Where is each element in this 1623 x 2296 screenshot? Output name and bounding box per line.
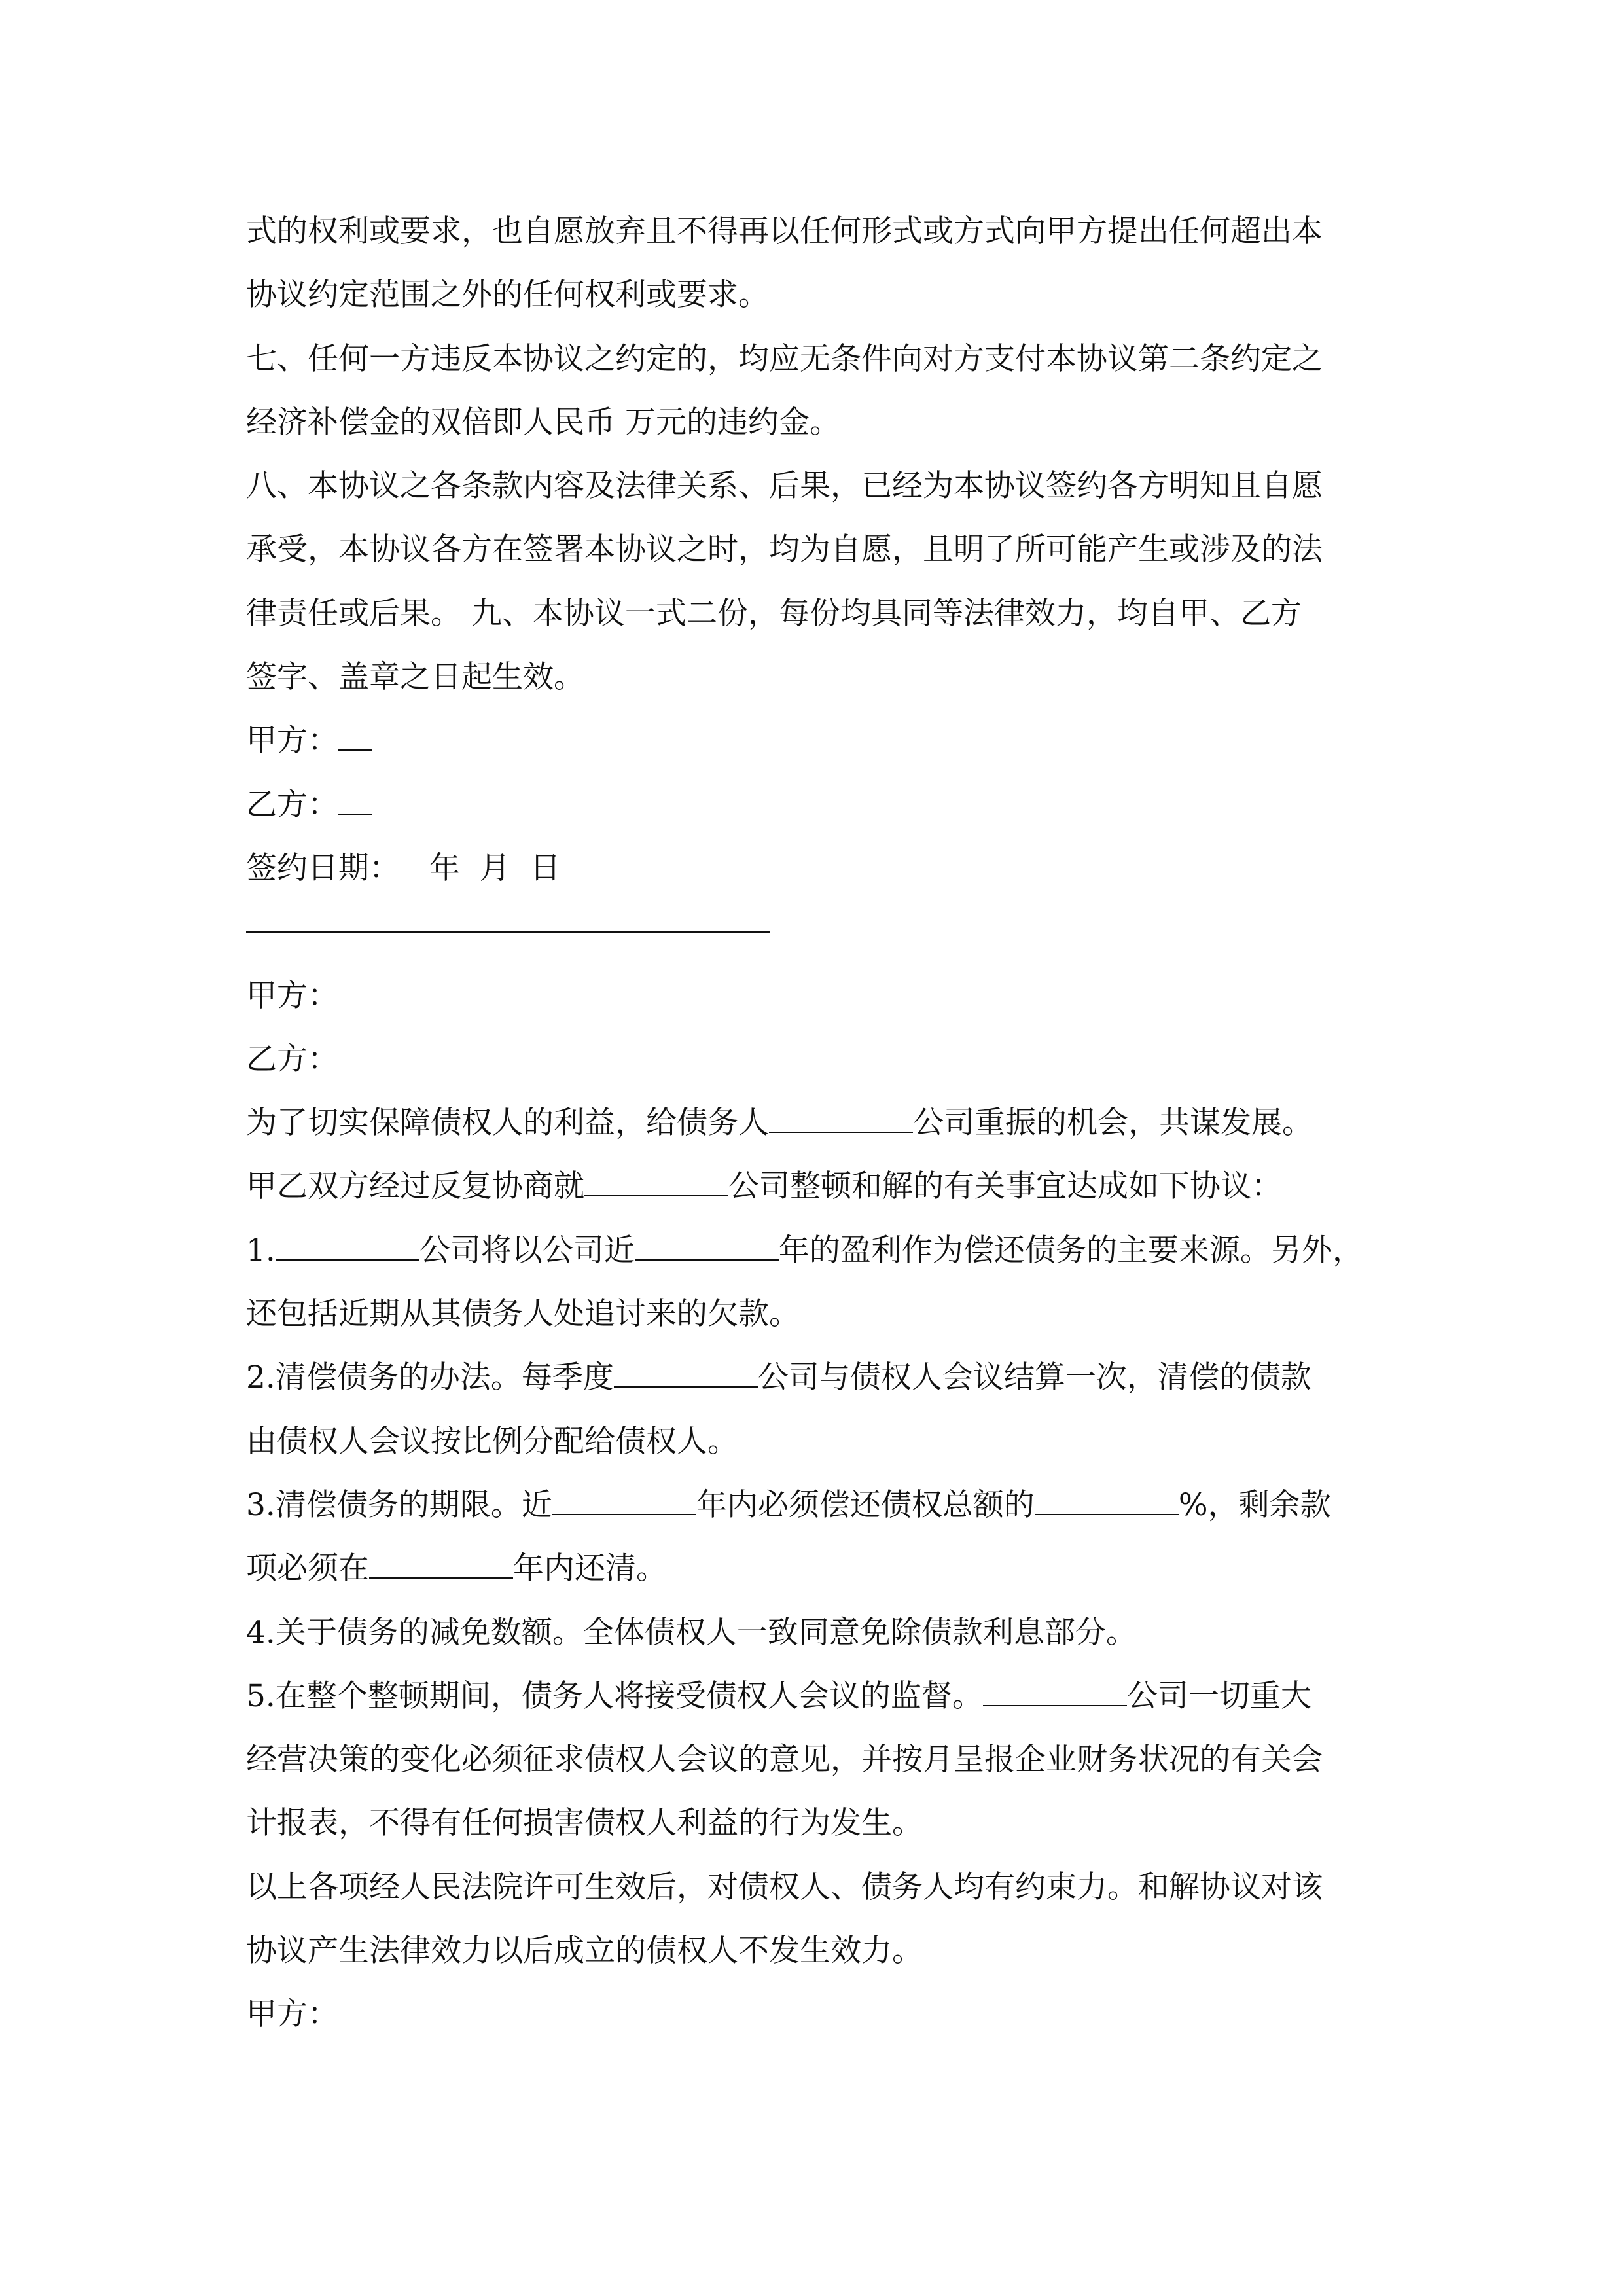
text-line: 承受，本协议各方在签署本协议之时，均为自愿，且明了所可能产生或涉及的法 — [246, 531, 1323, 568]
closing-line-2: 协议产生法律效力以后成立的债权人不发生效力。 — [246, 1933, 923, 1969]
divider-rule — [246, 931, 770, 933]
text-line: 式的权利或要求，也自愿放弃且不得再以任何形式或方式向甲方提出任何超出本 — [246, 213, 1323, 249]
item2-a: 2.清偿债务的办法。每季度 — [246, 1359, 614, 1396]
party-b-signature-line — [246, 773, 1378, 836]
intro-2b: 公司整顿和解的有关事宜达成如下协议： — [728, 1168, 1282, 1205]
text-line: 协议约定范围之外的任何权利或要求。 — [246, 277, 769, 314]
item3-d: 项必须在 — [246, 1551, 369, 1587]
item3-a: 3.清偿债务的期限。近 — [246, 1486, 552, 1523]
party-a-label: 甲方： — [246, 723, 338, 759]
company-blank — [769, 1100, 913, 1133]
section-divider — [246, 900, 1378, 963]
years-blank — [369, 1546, 513, 1579]
text-line: 八、本协议之各条款内容及法律关系、后果，已经为本协议签约各方明知且自愿 — [246, 468, 1323, 505]
item-2-line-2: 由债权人会议按比例分配给债权人。 — [246, 1423, 738, 1460]
text-line: 七、任何一方违反本协议之约定的，均应无条件向对方支付本协议第二条约定之 — [246, 340, 1323, 377]
percent-blank — [1035, 1482, 1179, 1515]
company-blank — [276, 1228, 419, 1261]
item3-b: 年内必须偿还债权总额的 — [696, 1486, 1035, 1523]
item-4: 4.关于债务的减免数额。全体债权人一致同意免除债款利息部分。 — [246, 1614, 1137, 1651]
item5-a: 5.在整个整顿期间，债务人将接受债权人会议的监督。 — [246, 1677, 983, 1714]
text-line: 律责任或后果。 九、本协议一式二份，每份均具同等法律效力，均自甲、乙方 — [246, 595, 1302, 632]
intro-2a: 甲乙双方经过反复协商就 — [246, 1168, 584, 1205]
years-blank — [635, 1228, 779, 1261]
company-blank — [614, 1355, 758, 1388]
party-a-signature-line — [246, 709, 1378, 772]
party-b-blank — [338, 782, 372, 815]
item-3-line-1 — [246, 1473, 1378, 1537]
intro-line-2 — [246, 1155, 1378, 1218]
party-b-label: 乙方： — [246, 786, 338, 823]
item3-e: 年内还清。 — [513, 1551, 667, 1587]
intro-1a: 为了切实保障债权人的利益，给债务人 — [246, 1105, 769, 1141]
party-a-blank — [338, 718, 372, 751]
text-line: 经济补偿金的双倍即人民币 万元的违约金。 — [246, 404, 840, 440]
item-3-line-2 — [246, 1537, 1378, 1600]
document-page — [246, 200, 1378, 2047]
final-party-a: 甲方： — [246, 1996, 338, 2033]
item3-c: %，剩余款 — [1178, 1486, 1331, 1523]
item-1-line-2: 还包括近期从其债务人处追讨来的欠款。 — [246, 1296, 800, 1333]
item5-b: 公司一切重大 — [1126, 1677, 1311, 1714]
item-5-line-2: 经营决策的变化必须征求债权人会议的意见，并按月呈报企业财务状况的有关会 — [246, 1742, 1323, 1778]
item2-b: 公司与债权人会议结算一次，清偿的债款 — [757, 1359, 1311, 1396]
company-blank — [584, 1164, 728, 1196]
item1-a: 1. — [246, 1232, 276, 1268]
item1-b: 公司将以公司近 — [419, 1232, 635, 1268]
company-blank — [983, 1674, 1127, 1706]
item-5-line-1 — [246, 1664, 1378, 1728]
text-line: 签字、盖章之日起生效。 — [246, 659, 584, 696]
section2-party-a: 甲方： — [246, 977, 338, 1014]
intro-1b: 公司重振的机会，共谋发展。 — [913, 1105, 1313, 1141]
years-blank — [552, 1482, 696, 1515]
item-5-line-3: 计报表，不得有任何损害债权人利益的行为发生。 — [246, 1805, 923, 1842]
item-2-line-1 — [246, 1346, 1378, 1409]
closing-line-1: 以上各项经人民法院许可生效后，对债权人、债务人均有约束力。和解协议对该 — [246, 1869, 1323, 1905]
item1-c: 年的盈利作为偿还债务的主要来源。另外， — [778, 1232, 1363, 1268]
item-1-line-1 — [246, 1219, 1378, 1282]
section2-party-b: 乙方： — [246, 1041, 338, 1077]
intro-line-1 — [246, 1091, 1378, 1155]
sign-date: 签约日期： 年 月 日 — [246, 850, 561, 886]
